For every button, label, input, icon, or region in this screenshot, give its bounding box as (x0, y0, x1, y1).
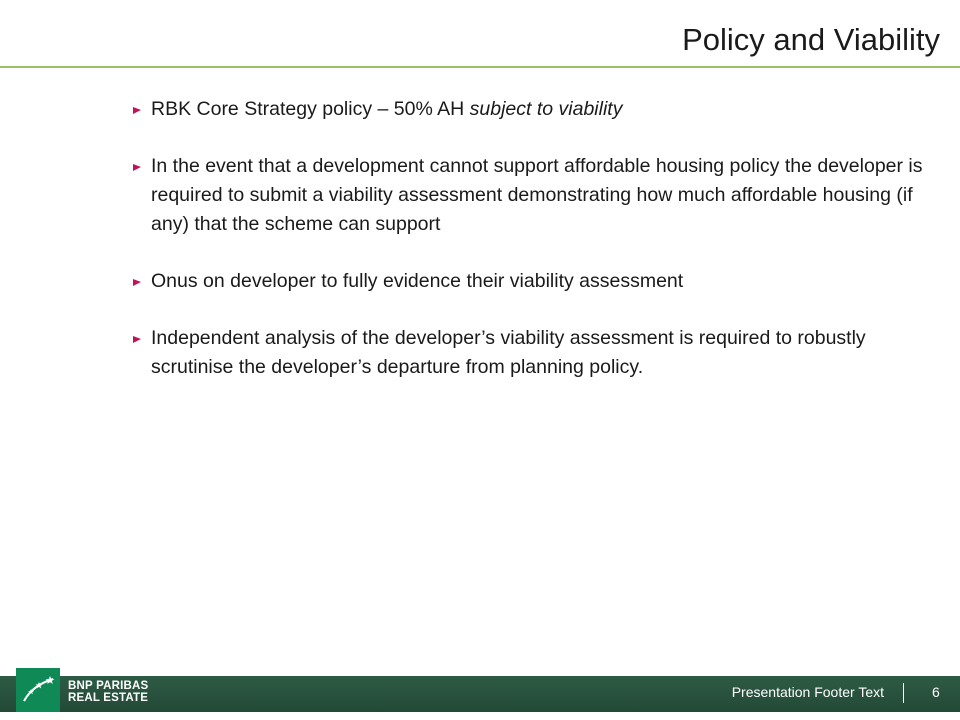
logo-line-2: REAL ESTATE (68, 692, 149, 704)
logo-line-1: BNP PARIBAS (68, 680, 149, 692)
bnp-paribas-stars-logo-icon (16, 668, 60, 712)
bullet-marker-icon (133, 106, 141, 114)
bullet-text: In the event that a development cannot support affordable housing policy the developer is required to submit a viability assessment demonstrating how much affordable housing (if any) that the scheme can support (151, 155, 923, 235)
title-divider (0, 66, 960, 68)
bullet-marker-icon (133, 278, 141, 286)
page-number: 6 (932, 684, 940, 700)
bullet-item-onus-on-developer (133, 267, 923, 296)
bullet-emphasis: subject to viability (469, 98, 623, 120)
bullet-list (133, 95, 923, 410)
page-title: Policy and Viability (682, 22, 940, 57)
bullet-text: Onus on developer to fully evidence their viability assessment (151, 270, 684, 292)
company-logo-wordmark (68, 680, 148, 704)
footer-divider (903, 683, 904, 703)
bullet-text: RBK Core Strategy policy – 50% AH (151, 98, 470, 120)
bullet-marker-icon (133, 335, 141, 343)
bullet-item-independent-analysis (133, 324, 923, 382)
bullet-marker-icon (133, 163, 141, 171)
footer-text: Presentation Footer Text (731, 684, 884, 700)
bullet-item-viability-assessment (133, 152, 923, 239)
bullet-item-core-strategy (133, 95, 923, 124)
bullet-text: Independent analysis of the developer’s viability assessment is required to robustly scrutinise the developer’s departure from planning policy. (151, 327, 866, 378)
